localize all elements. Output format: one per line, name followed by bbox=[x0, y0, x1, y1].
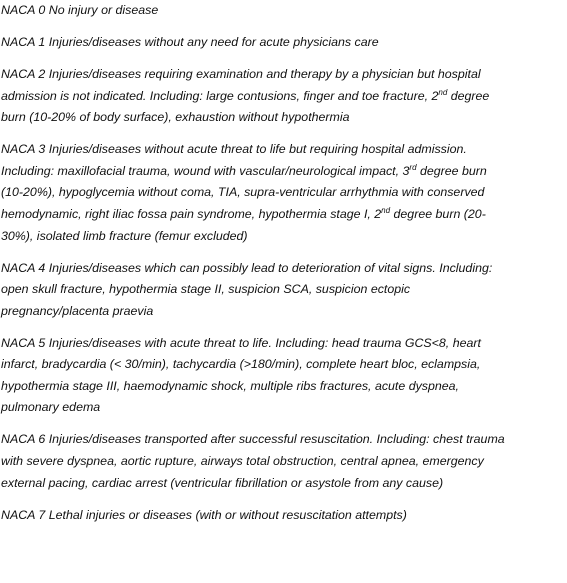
naca-1-paragraph bbox=[1, 32, 567, 54]
text-run: NACA 3 Injuries/diseases without acute threat to life but requiring hospital admission. bbox=[1, 142, 467, 157]
text-line bbox=[1, 161, 567, 183]
text-line bbox=[1, 333, 567, 355]
text-line bbox=[1, 473, 567, 495]
text-run: Including: maxillofacial trauma, wound with vascular/neurological impact, 3 bbox=[1, 163, 410, 178]
naca-2-paragraph bbox=[1, 64, 567, 129]
text-run: admission is not indicated. Including: large contusions, finger and toe fracture, 2 bbox=[1, 88, 439, 103]
text-line bbox=[1, 505, 567, 527]
text-run: NACA 5 Injuries/diseases with acute threat to life. Including: head trauma GCS<8, heart bbox=[1, 335, 481, 350]
text-run: infarct, bradycardia (< 30/min), tachycardia (>180/min), complete heart bloc, eclampsia, bbox=[1, 357, 481, 372]
naca-3-paragraph bbox=[1, 139, 567, 247]
text-run: degree burn bbox=[416, 163, 487, 178]
text-run: NACA 0 No injury or disease bbox=[1, 3, 159, 17]
text-run: degree bbox=[447, 88, 490, 103]
text-line bbox=[1, 301, 567, 323]
text-line bbox=[1, 204, 567, 226]
text-run: with severe dyspnea, aortic rupture, airways total obstruction, central apnea, emergency bbox=[1, 454, 484, 469]
text-line bbox=[1, 64, 567, 86]
text-run: 30%), isolated limb fracture (femur excluded) bbox=[1, 228, 248, 243]
text-run: NACA 6 Injuries/diseases transported after successful resuscitation. Including: chest trauma bbox=[1, 432, 505, 447]
text-line bbox=[1, 279, 567, 301]
text-run: NACA 7 Lethal injuries or diseases (with or without resuscitation attempts) bbox=[1, 507, 407, 522]
text-line bbox=[1, 429, 567, 451]
text-run: burn (10-20% of body surface), exhaustion without hypothermia bbox=[1, 110, 350, 125]
ordinal-superscript: nd bbox=[381, 205, 391, 215]
ordinal-superscript: rd bbox=[409, 162, 417, 172]
text-run: NACA 1 Injuries/diseases without any need for acute physicians care bbox=[1, 34, 379, 49]
text-run: (10-20%), hypoglycemia without coma, TIA, supra-ventricular arrhythmia with conserved bbox=[1, 185, 485, 200]
naca-5-paragraph bbox=[1, 333, 567, 419]
text-run: NACA 4 Injuries/diseases which can possibly lead to deterioration of vital signs. Including: bbox=[1, 260, 493, 275]
text-run: NACA 2 Injuries/diseases requiring examination and therapy by a physician but hospital bbox=[1, 66, 481, 81]
text-line bbox=[1, 354, 567, 376]
text-line bbox=[1, 0, 567, 22]
naca-7-paragraph bbox=[1, 505, 567, 527]
text-line bbox=[1, 139, 567, 161]
ordinal-superscript: nd bbox=[438, 87, 448, 97]
text-line bbox=[1, 86, 567, 108]
text-line bbox=[1, 182, 567, 204]
text-line bbox=[1, 107, 567, 129]
text-run: open skull fracture, hypothermia stage II, suspicion SCA, suspicion ectopic bbox=[1, 282, 411, 297]
text-run: pregnancy/placenta praevia bbox=[1, 303, 154, 318]
text-run: hypothermia stage III, haemodynamic shock, multiple ribs fractures, acute dyspnea, bbox=[1, 378, 459, 393]
text-line bbox=[1, 226, 567, 248]
text-run: degree burn (20- bbox=[390, 206, 486, 221]
text-line bbox=[1, 32, 567, 54]
text-run: external pacing, cardiac arrest (ventricular fibrillation or asystole from any cause) bbox=[1, 475, 444, 490]
naca-4-paragraph bbox=[1, 258, 567, 323]
text-line bbox=[1, 376, 567, 398]
text-run: hemodynamic, right iliac fossa pain syndrome, hypothermia stage I, 2 bbox=[1, 206, 382, 221]
text-line bbox=[1, 451, 567, 473]
naca-0-paragraph bbox=[1, 0, 567, 22]
text-run: pulmonary edema bbox=[1, 400, 101, 415]
text-line bbox=[1, 258, 567, 280]
naca-6-paragraph bbox=[1, 429, 567, 494]
text-line bbox=[1, 397, 567, 419]
